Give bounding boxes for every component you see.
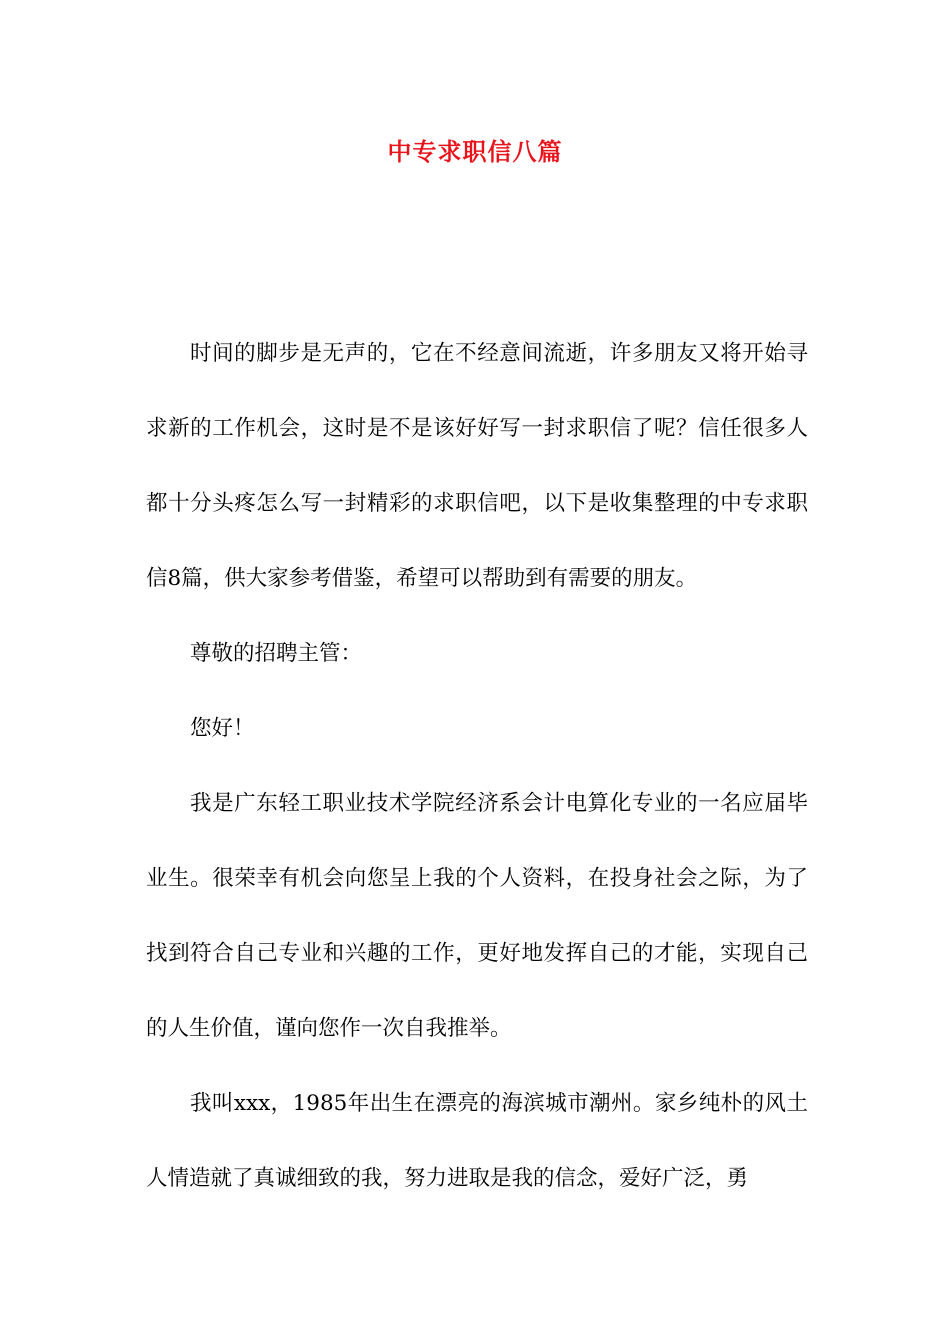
paragraph-greeting: 您好！	[190, 716, 255, 741]
paragraph-salutation: 尊敬的招聘主管：	[190, 641, 363, 666]
document-body	[146, 316, 808, 1216]
document-title: 中专求职信八篇	[387, 137, 563, 166]
paragraph-self-introduction: 我是广东轻工职业技术学院经济系会计电算化专业的一名应届毕业生。很荣幸有机会向您呈上我的个人资料，在投身社会之际，为了找到符合自己专业和兴趣的工作，更好地发挥自己的才能，实现自己的人生价值，谨向您作一次自我推举。	[146, 791, 808, 1041]
paragraph-personal-background: 我叫xxx，1985年出生在漂亮的海滨城市潮州。家乡纯朴的风土人情造就了真诚细致的我，努力进取是我的信念，爱好广泛，勇	[146, 1091, 808, 1191]
paragraph-intro: 时间的脚步是无声的，它在不经意间流逝，许多朋友又将开始寻求新的工作机会，这时是不是该好好写一封求职信了呢？信任很多人都十分头疼怎么写一封精彩的求职信吧，以下是收集整理的中专求职信8篇，供大家参考借鉴，希望可以帮助到有需要的朋友。	[146, 341, 808, 591]
